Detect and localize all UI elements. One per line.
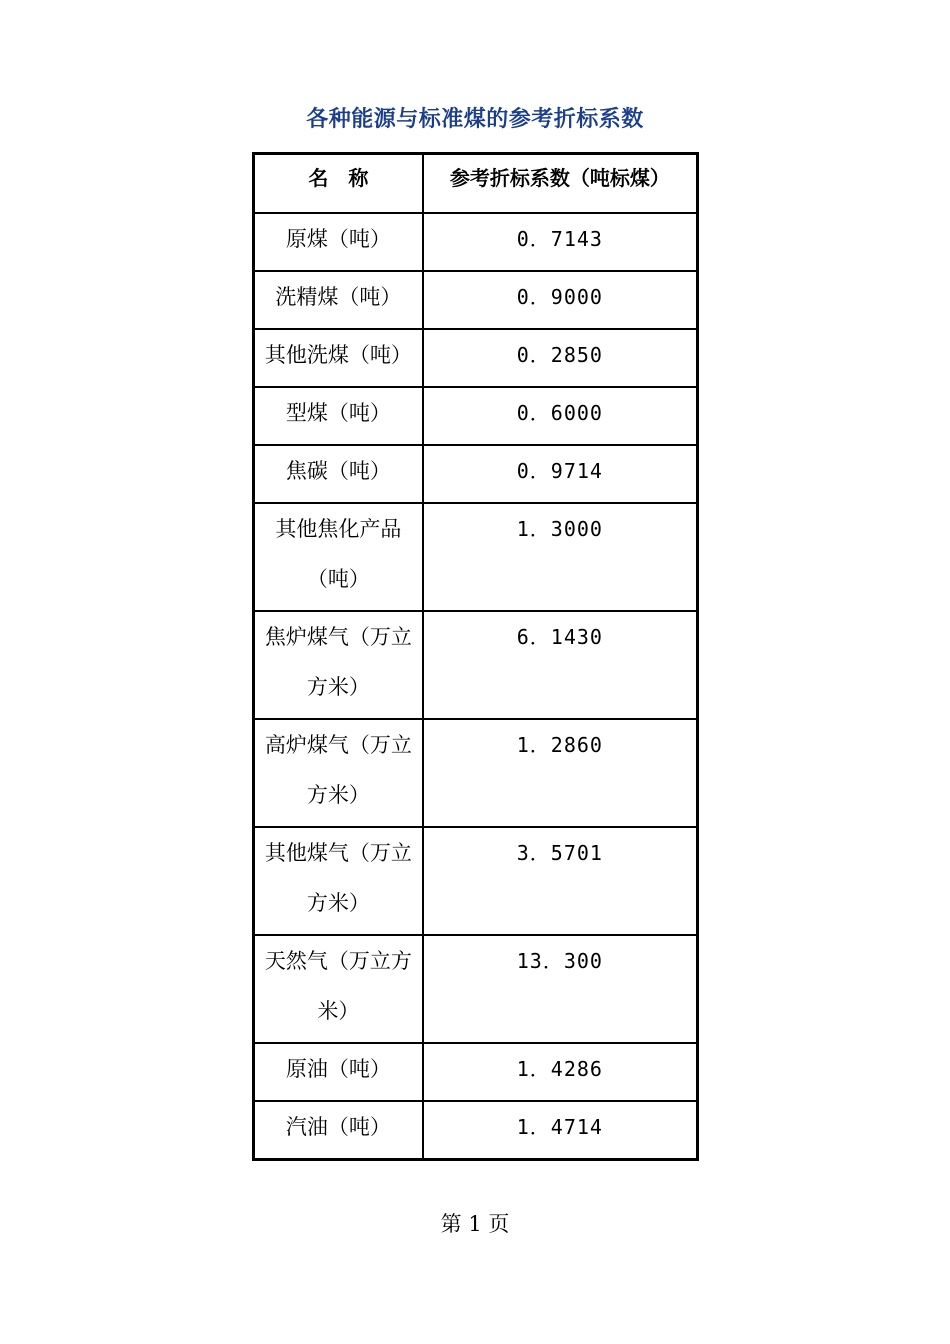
row-name: 汽油（吨） bbox=[254, 1101, 423, 1159]
row-name: 原油（吨） bbox=[254, 1043, 423, 1101]
row-name: 原煤（吨） bbox=[254, 213, 423, 271]
table-row bbox=[254, 1101, 697, 1159]
row-name: 天然气（万立方米） bbox=[254, 935, 423, 1043]
table-row bbox=[254, 329, 697, 387]
row-name: 型煤（吨） bbox=[254, 387, 423, 445]
table-row bbox=[254, 213, 697, 271]
row-value: 0．2850 bbox=[423, 329, 697, 387]
row-name: 焦炉煤气（万立方米） bbox=[254, 611, 423, 719]
row-name: 其他焦化产品（吨） bbox=[254, 503, 423, 611]
row-value: 0．9000 bbox=[423, 271, 697, 329]
row-value: 0．7143 bbox=[423, 213, 697, 271]
row-value: 13．300 bbox=[423, 935, 697, 1043]
row-value: 1．4286 bbox=[423, 1043, 697, 1101]
page-number: 第 1 页 bbox=[440, 1212, 510, 1236]
document-title: 各种能源与标准煤的参考折标系数 bbox=[306, 106, 644, 132]
coefficient-table bbox=[252, 152, 699, 1161]
row-value: 3．5701 bbox=[423, 827, 697, 935]
table-row bbox=[254, 935, 697, 1043]
row-name: 其他煤气（万立方米） bbox=[254, 827, 423, 935]
row-value: 1．3000 bbox=[423, 503, 697, 611]
row-value: 1．2860 bbox=[423, 719, 697, 827]
row-value: 1．4714 bbox=[423, 1101, 697, 1159]
row-name: 高炉煤气（万立方米） bbox=[254, 719, 423, 827]
header-name: 名 称 bbox=[254, 154, 423, 213]
row-value: 6．1430 bbox=[423, 611, 697, 719]
table-row bbox=[254, 503, 697, 611]
row-name: 焦碳（吨） bbox=[254, 445, 423, 503]
table-row bbox=[254, 611, 697, 719]
row-value: 0．9714 bbox=[423, 445, 697, 503]
row-name: 其他洗煤（吨） bbox=[254, 329, 423, 387]
header-coefficient: 参考折标系数（吨标煤） bbox=[423, 154, 697, 213]
table-row bbox=[254, 1043, 697, 1101]
row-name: 洗精煤（吨） bbox=[254, 271, 423, 329]
table-header-row bbox=[254, 154, 697, 213]
table-row bbox=[254, 271, 697, 329]
table-row bbox=[254, 827, 697, 935]
row-value: 0．6000 bbox=[423, 387, 697, 445]
table-row bbox=[254, 719, 697, 827]
table-row bbox=[254, 387, 697, 445]
table-row bbox=[254, 445, 697, 503]
